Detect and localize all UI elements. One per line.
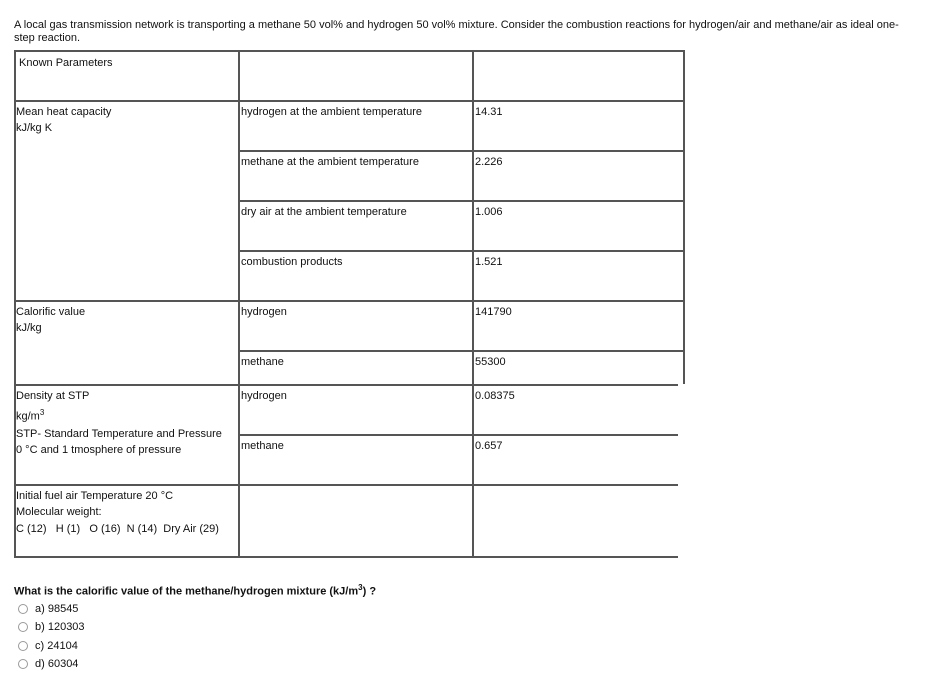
row-value: 14.31 bbox=[475, 106, 503, 118]
density-unit-exponent: 3 bbox=[39, 408, 45, 417]
grid-line bbox=[238, 434, 678, 436]
option-label: d) 60304 bbox=[35, 658, 79, 670]
density-unit bbox=[16, 405, 44, 425]
grid-line bbox=[14, 300, 685, 302]
row-name: hydrogen bbox=[241, 390, 287, 402]
question-text bbox=[14, 583, 376, 598]
grid-line bbox=[14, 384, 678, 386]
grid-line bbox=[238, 350, 685, 352]
grid-line bbox=[472, 50, 474, 558]
grid-line bbox=[14, 50, 685, 52]
calorific-value-unit: kJ/kg bbox=[16, 322, 42, 334]
row-value: 1.006 bbox=[475, 206, 503, 218]
row-name: methane bbox=[241, 356, 284, 368]
heat-capacity-label: Mean heat capacity bbox=[16, 106, 112, 118]
row-value: 1.521 bbox=[475, 256, 503, 268]
option-a[interactable] bbox=[18, 602, 78, 616]
grid-line bbox=[683, 50, 685, 384]
stp-conditions: 0 °C and 1 tmosphere of pressure bbox=[16, 444, 182, 456]
grid-line bbox=[238, 50, 240, 558]
grid-line bbox=[14, 556, 678, 558]
option-b[interactable] bbox=[18, 620, 85, 634]
grid-line bbox=[14, 484, 678, 486]
radio-icon[interactable] bbox=[18, 659, 28, 669]
radio-icon[interactable] bbox=[18, 604, 28, 614]
question-tail: ) ? bbox=[362, 585, 377, 598]
heat-capacity-unit: kJ/kg K bbox=[16, 122, 53, 134]
option-label: c) 24104 bbox=[35, 640, 78, 652]
grid-line bbox=[238, 150, 685, 152]
density-unit-base: kg/m bbox=[16, 410, 40, 423]
stp-note: STP- Standard Temperature and Pressure bbox=[16, 428, 222, 440]
grid-line bbox=[14, 100, 685, 102]
row-value: 141790 bbox=[475, 306, 512, 318]
row-value: 0.08375 bbox=[475, 390, 515, 402]
row-name: hydrogen bbox=[241, 306, 287, 318]
row-name: methane bbox=[241, 440, 284, 452]
row-value: 55300 bbox=[475, 356, 506, 368]
option-label: a) 98545 bbox=[35, 603, 79, 615]
molecular-weight-values: C (12) H (1) O (16) N (14) Dry Air (29) bbox=[16, 523, 219, 535]
radio-icon[interactable] bbox=[18, 641, 28, 651]
grid-line bbox=[238, 250, 685, 252]
option-label: b) 120303 bbox=[35, 621, 85, 633]
molecular-weight-label: Molecular weight: bbox=[16, 506, 102, 518]
option-c[interactable] bbox=[18, 639, 78, 653]
intro-text: A local gas transmission network is transporting a methane 50 vol% and hydrogen 50 vol% mixture. Consider the combustion reactions for hydrogen/air and methane/air as ideal one-step reaction. bbox=[14, 19, 899, 44]
table-header: Known Parameters bbox=[19, 57, 113, 69]
row-name: hydrogen at the ambient temperature bbox=[241, 106, 423, 118]
row-name: combustion products bbox=[241, 256, 343, 268]
option-d[interactable] bbox=[18, 657, 78, 671]
row-value: 2.226 bbox=[475, 156, 503, 168]
initial-temperature: Initial fuel air Temperature 20 °C bbox=[16, 490, 174, 502]
question-main: What is the calorific value of the methane/hydrogen mixture (kJ/m bbox=[14, 585, 359, 598]
calorific-value-label: Calorific value bbox=[16, 306, 86, 318]
row-name: methane at the ambient temperature bbox=[241, 156, 419, 168]
grid-line bbox=[238, 200, 685, 202]
radio-icon[interactable] bbox=[18, 622, 28, 632]
row-name: dry air at the ambient temperature bbox=[241, 206, 407, 218]
row-value: 0.657 bbox=[475, 440, 503, 452]
density-label: Density at STP bbox=[16, 390, 90, 402]
question-exponent: 3 bbox=[358, 583, 363, 592]
